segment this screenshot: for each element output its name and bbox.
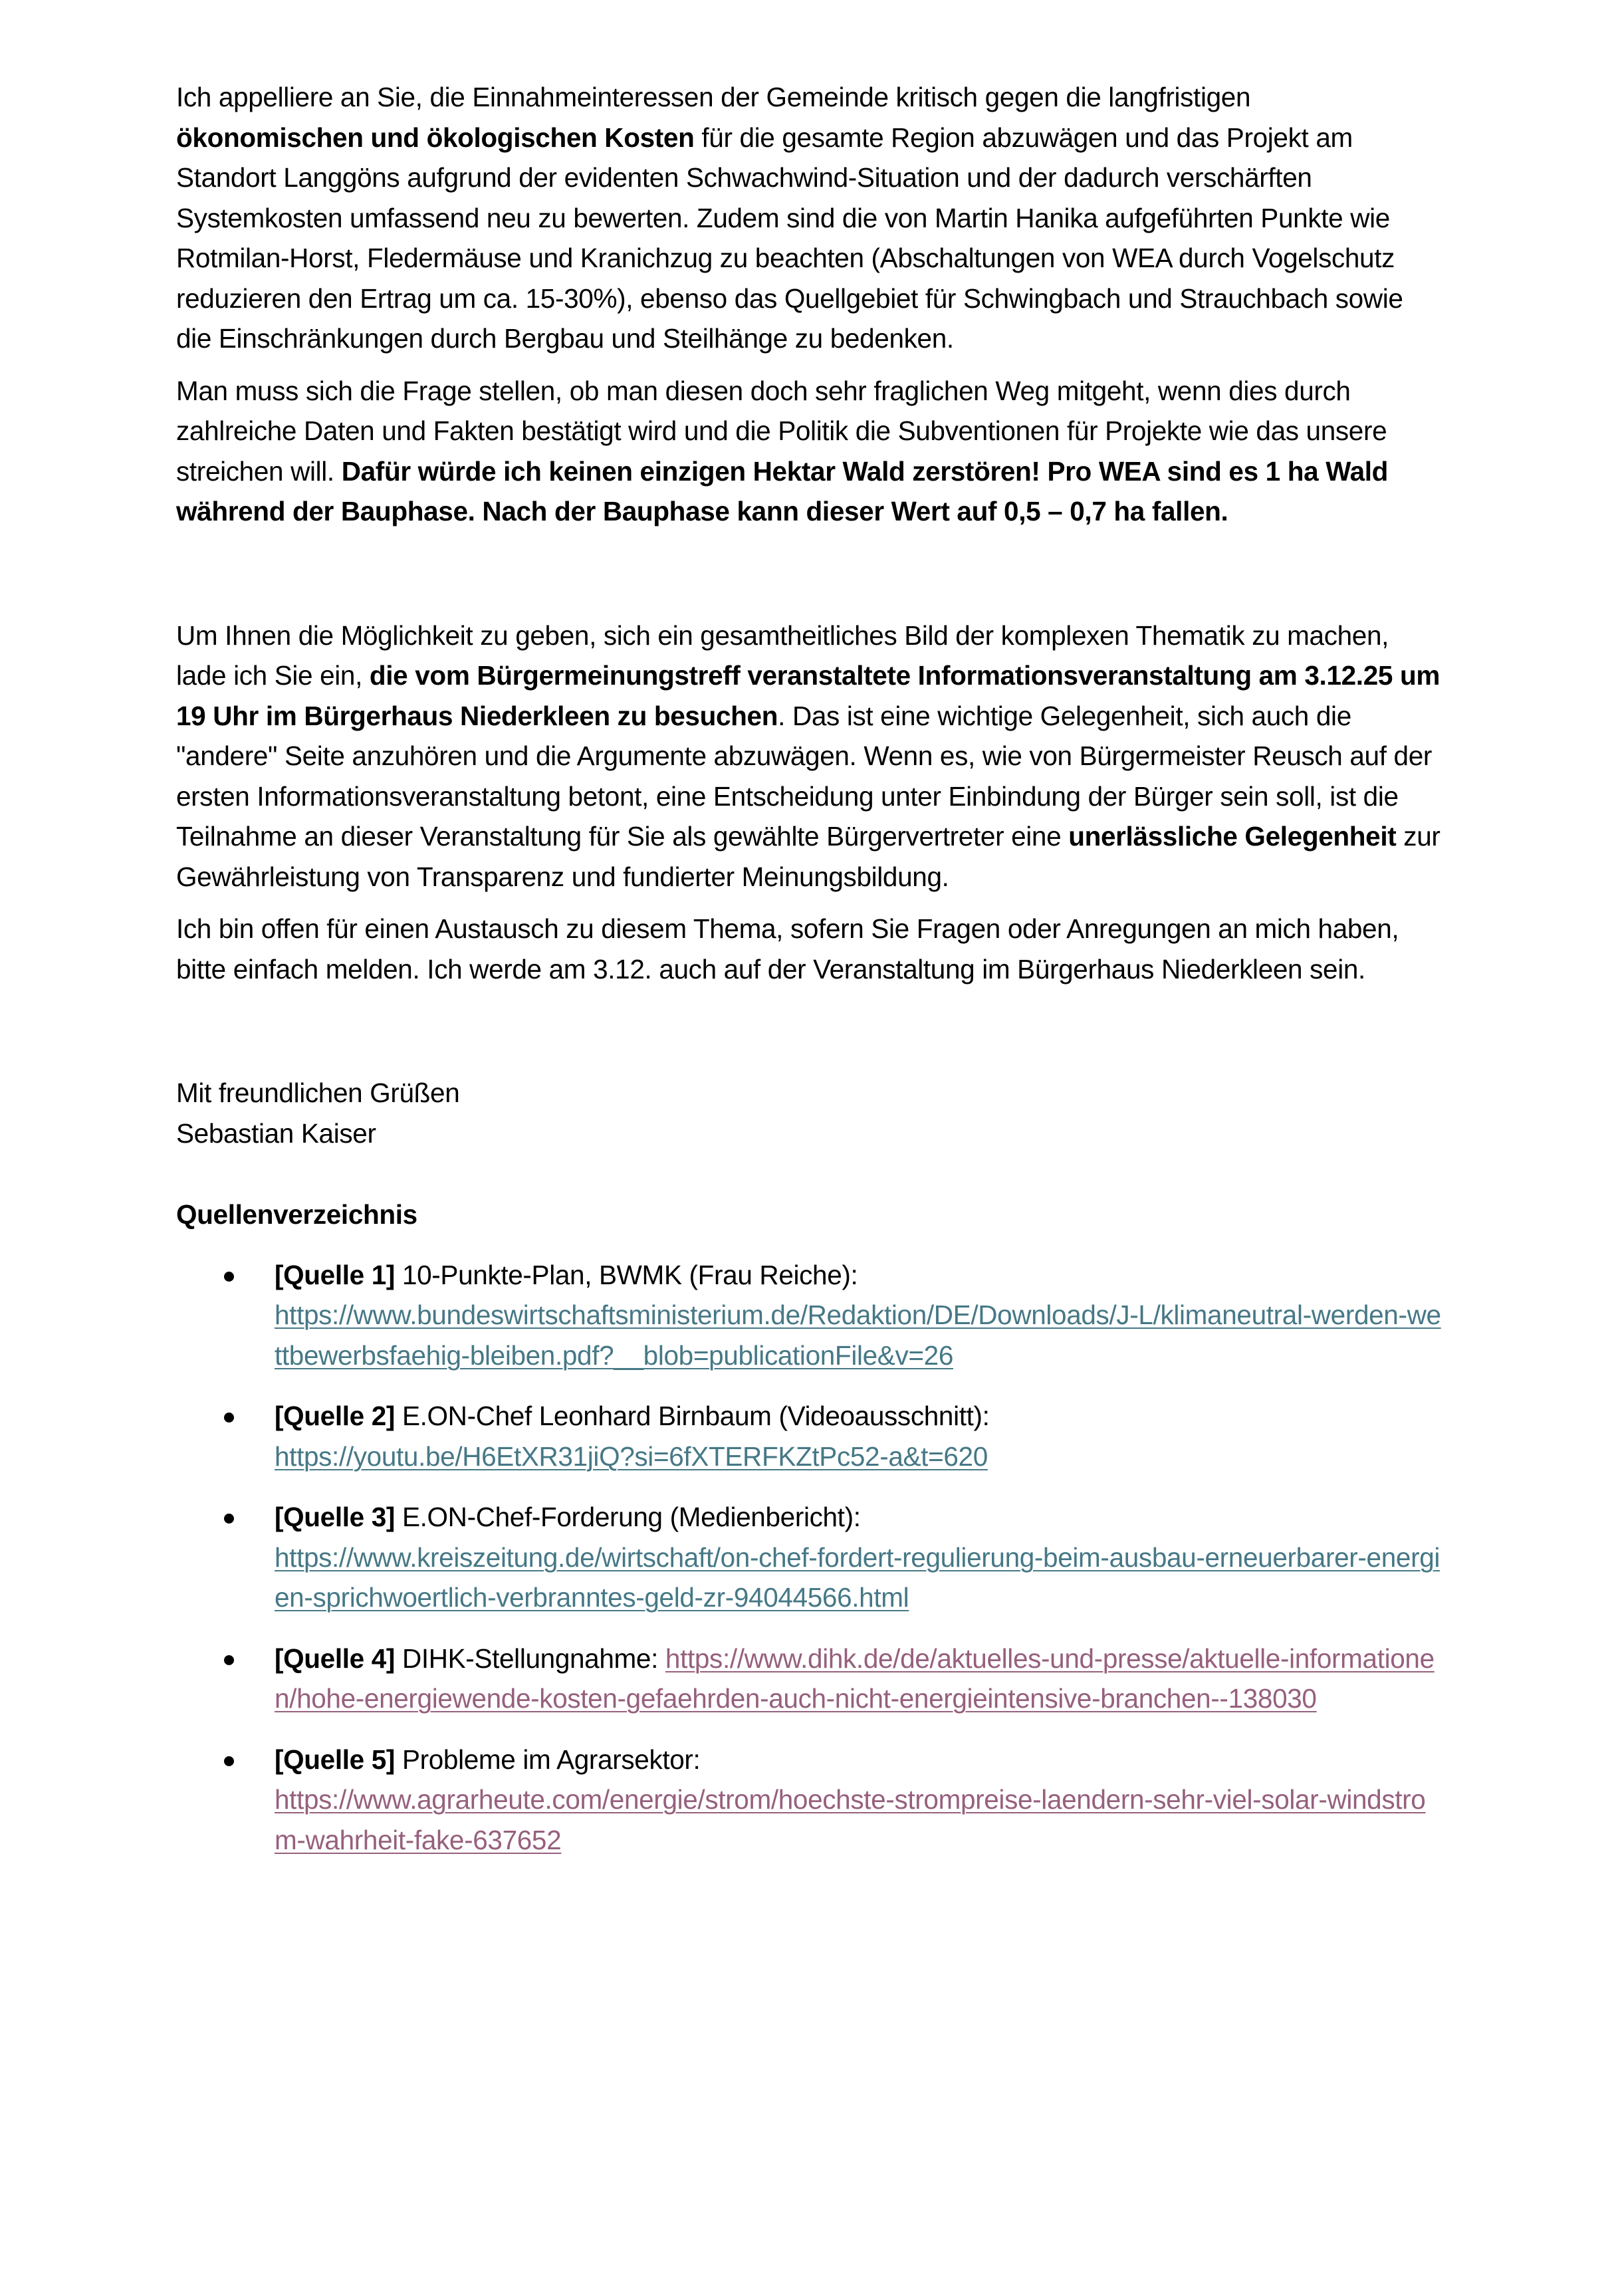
source-link[interactable]: https://www.kreiszeitung.de/wirtschaft/on-chef-fordert-regulierung-beim-ausbau-erneuerbarer-energien-sprichwoertlich-verbranntes-geld-zr-94044566.html — [275, 1542, 1441, 1613]
bullet-icon — [224, 1272, 234, 1282]
source-description: E.ON-Chef-Forderung (Medienbericht): — [395, 1502, 861, 1532]
sources-list — [176, 1255, 1443, 1861]
sources-heading: Quellenverzeichnis — [176, 1199, 417, 1230]
closing — [176, 1073, 1443, 1153]
paragraph-text: Ich appelliere an Sie, die Einnahmeinteressen der Gemeinde kritisch gegen die langfristigen — [176, 82, 1251, 112]
source-label: [Quelle 3] — [275, 1502, 396, 1532]
emphasis-text: Dafür würde ich keinen einzigen Hektar Wald zerstören! Pro WEA sind es 1 ha Wald während der Bauphase. Nach der Bauphase kann dieser Wert auf 0,5 – 0,7 ha fallen. — [176, 455, 1389, 526]
source-label: [Quelle 4] — [275, 1643, 396, 1674]
source-item — [176, 1639, 1443, 1719]
source-label: [Quelle 5] — [275, 1744, 396, 1775]
emphasis-text: ökonomischen und ökologischen Kosten — [176, 122, 695, 153]
letter-page — [176, 77, 1443, 1881]
source-item — [176, 1396, 1443, 1476]
source-description: Probleme im Agrarsektor: — [395, 1744, 701, 1775]
emphasis-text: unerlässliche Gelegenheit — [1068, 821, 1397, 852]
paragraph-invitation — [176, 616, 1443, 897]
paragraph-text: für die gesamte Region abzuwägen und das Projekt am Standort Langgöns aufgrund der evidenten Schwachwind-Situation und der dadurch verschärften Systemkosten umfassend neu zu bewerten. Zudem sind die von Martin Hanika aufgeführten Punkte wie Rotmilan-Horst, Fledermäuse und Kranichzug zu beachten (Abschaltungen von WEA durch Vogelschutz reduzieren den Ertrag um ca. 15-30%), ebenso das Quellgebiet für Schwingbach und Strauchbach sowie die Einschränkungen durch Bergbau und Steilhänge zu bedenken. — [176, 122, 1403, 354]
source-description: E.ON-Chef Leonhard Birnbaum (Videoausschnitt): — [395, 1401, 990, 1431]
source-item — [176, 1497, 1443, 1618]
bullet-icon — [224, 1413, 234, 1423]
source-item — [176, 1740, 1443, 1861]
source-link[interactable]: https://youtu.be/H6EtXR31jiQ?si=6fXTERFKZtPc52-a&t=620 — [275, 1440, 988, 1472]
paragraph-appeal — [176, 77, 1443, 359]
paragraph-text: zur Gewährleistung von Transparenz und fundierter Meinungsbildung. — [176, 821, 1441, 892]
source-description: 10-Punkte-Plan, BWMK (Frau Reiche): — [395, 1259, 858, 1290]
paragraph-text: Man muss sich die Frage stellen, ob man diesen doch sehr fraglichen Weg mitgeht, wenn dies durch zahlreiche Daten und Fakten bestätigt wird und die Politik die Subventionen für Projekte wie das unsere streichen will. — [176, 375, 1387, 487]
signature: Sebastian Kaiser — [176, 1117, 376, 1149]
source-label: [Quelle 2] — [275, 1401, 396, 1431]
bullet-icon — [224, 1756, 234, 1766]
emphasis-text: die vom Bürgermeinungstreff veranstaltete Informationsveranstaltung am 3.12.25 um 19 Uhr im Bürgerhaus Niederkleen zu besuchen — [176, 660, 1440, 731]
source-description: DIHK-Stellungnahme: — [395, 1643, 665, 1674]
source-link[interactable]: https://www.bundeswirtschaftsministerium.de/Redaktion/DE/Downloads/J-L/klimaneutral-werden-wettbewerbsfaehig-bleiben.pdf?__blob=publicationFile&v=26 — [275, 1300, 1441, 1371]
source-link[interactable]: https://www.agrarheute.com/energie/strom/hoechste-strompreise-laendern-sehr-viel-solar-windstrom-wahrheit-fake-637652 — [275, 1784, 1426, 1855]
paragraph-forest — [176, 371, 1443, 532]
paragraph-contact: Ich bin offen für einen Austausch zu diesem Thema, sofern Sie Fragen oder Anregungen an mich haben, bitte einfach melden. Ich werde am 3.12. auch auf der Veranstaltung im Bürgerhaus Niederkleen sein. — [176, 913, 1399, 984]
source-item — [176, 1255, 1443, 1376]
paragraph-text: Um Ihnen die Möglichkeit zu geben, sich ein gesamtheitliches Bild der komplexen Thematik zu machen, lade ich Sie ein, — [176, 620, 1389, 691]
source-link[interactable]: https://www.dihk.de/de/aktuelles-und-presse/aktuelle-informationen/hohe-energiewende-kosten-gefaehrden-auch-nicht-energieintensive-branchen--138030 — [275, 1643, 1435, 1714]
source-label: [Quelle 1] — [275, 1259, 396, 1290]
bullet-icon — [224, 1655, 234, 1665]
closing-greeting: Mit freundlichen Grüßen — [176, 1078, 460, 1108]
bullet-icon — [224, 1514, 234, 1524]
paragraph-text: . Das ist eine wichtige Gelegenheit, sich auch die "andere" Seite anzuhören und die Argumente abzuwägen. Wenn es, wie von Bürgermeister Reusch auf der ersten Informationsveranstaltung betont, eine Entscheidung unter Einbindung der Bürger sein soll, ist die Teilnahme an dieser Veranstaltung für Sie als gewählte Bürgervertreter eine — [176, 700, 1433, 852]
